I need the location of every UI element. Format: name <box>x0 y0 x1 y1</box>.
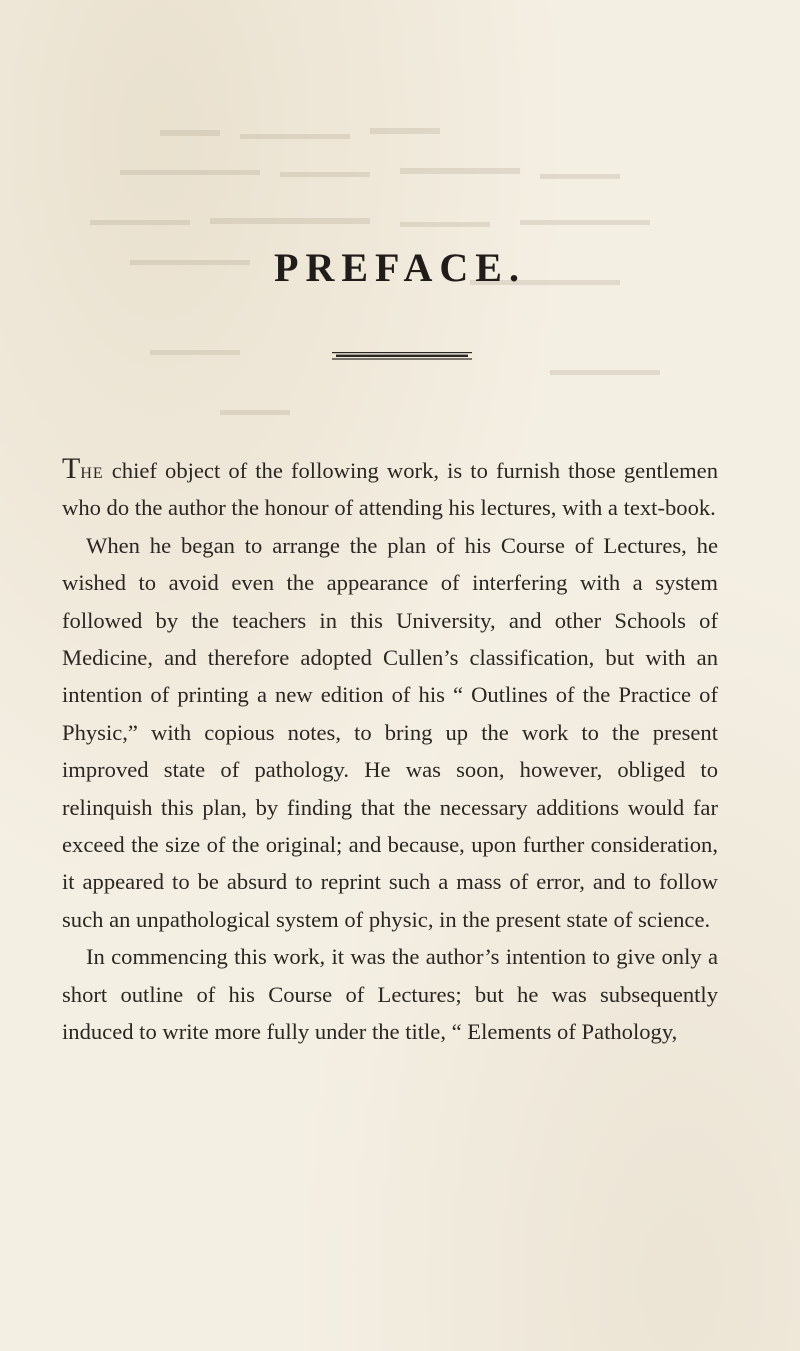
preface-body <box>62 452 718 1051</box>
page-title: PREFACE. <box>274 245 526 290</box>
paragraph-1-lead: he <box>80 458 104 483</box>
title-rule <box>332 352 472 360</box>
drop-cap: T <box>62 452 81 485</box>
paragraph-1-text: chief object of the following work, is to furnish those gentlemen who do the author the honour of attending his lectures, with a text-book. <box>62 458 718 521</box>
paragraph-1 <box>62 452 718 527</box>
paragraph-2: When he began to arrange the plan of his Course of Lectures, he wished to avoid even the appearance of interfering with a system followed by the teachers in this University, and other Schools of Medicine, and therefore adopted Cullen’s classification, but with an intention of printing a new edition of his “ Outlines of the Practice of Physic,” with copious notes, to bring up the work to the present improved state of pathology. He was soon, however, obliged to relinquish this plan, by finding that the necessary additions would far exceed the size of the original; and because, upon further consideration, it appeared to be absurd to reprint such a mass of error, and to follow such an unpathological system of physic, in the present state of science. <box>62 532 718 932</box>
paragraph-3: In commencing this work, it was the author’s intention to give only a short outline of his Course of Lectures; but he was subsequently induced to write more fully under the title, “ Elements of Pathology, <box>62 944 718 1045</box>
